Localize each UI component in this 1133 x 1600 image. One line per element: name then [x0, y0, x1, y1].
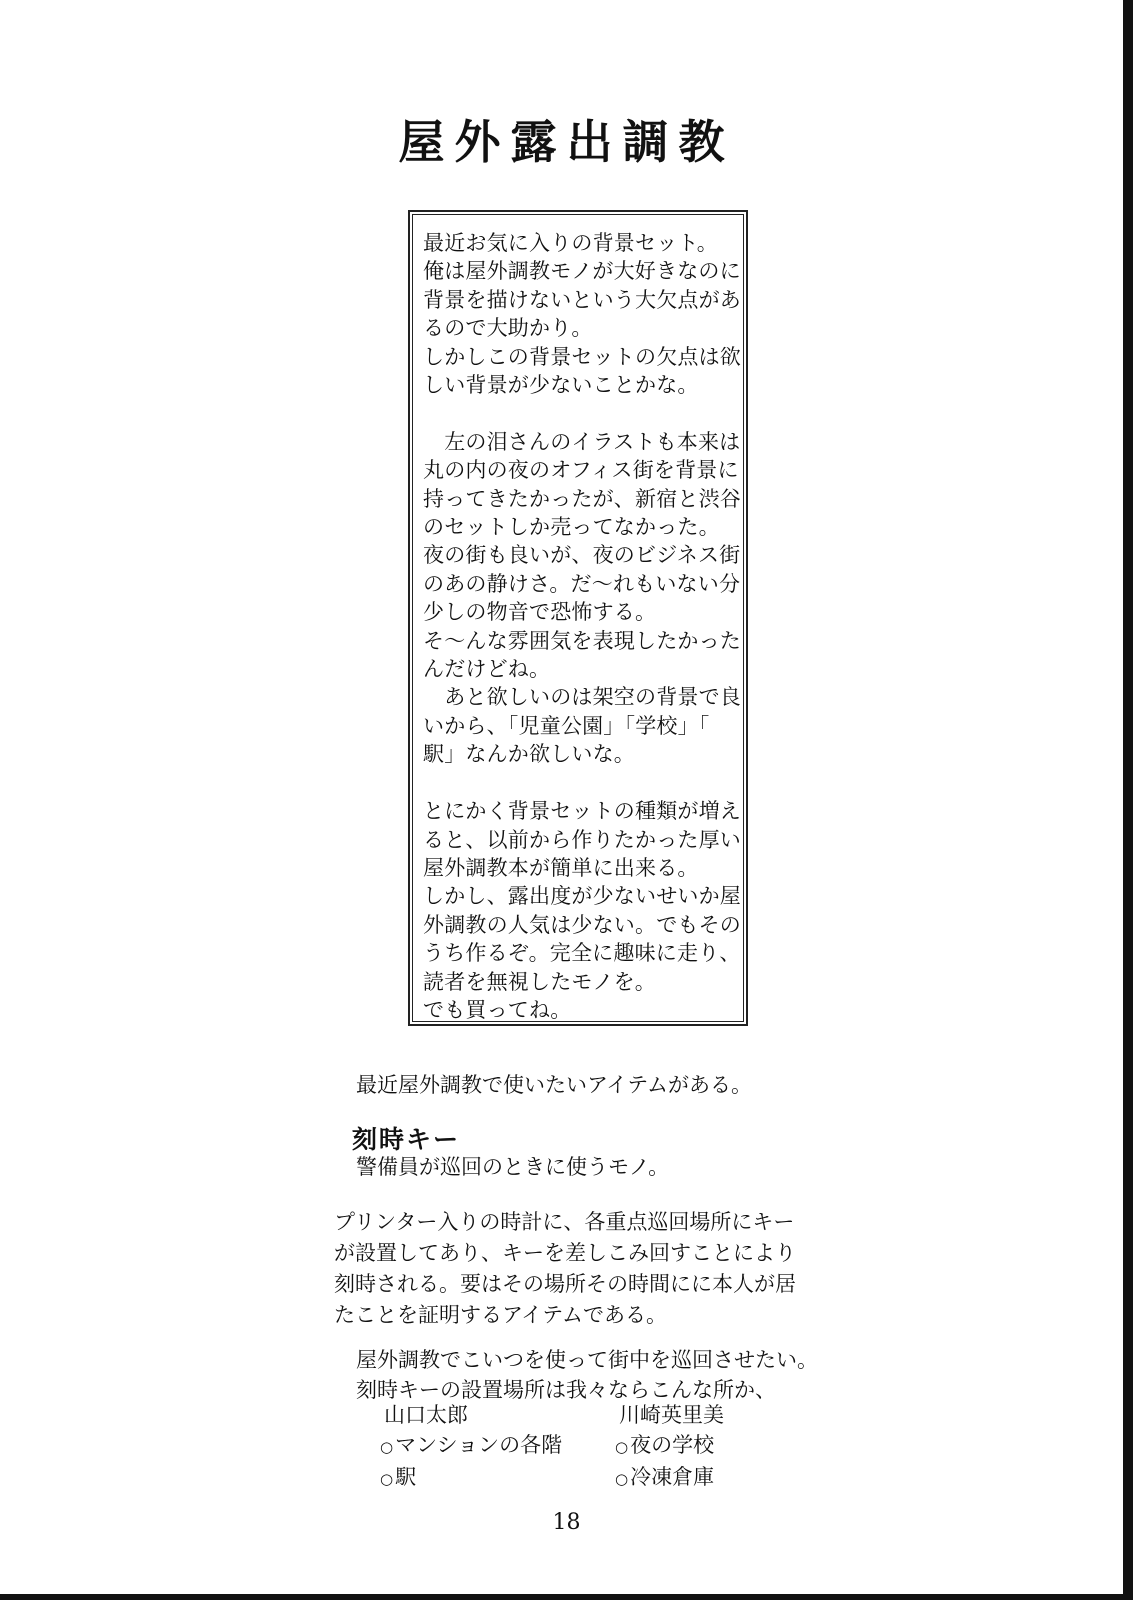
- note-line: 持ってきたかったが、新宿と渋谷: [423, 486, 741, 511]
- note-line: そ〜んな雰囲気を表現したかった: [423, 628, 741, 653]
- boxed-note: [408, 210, 748, 1026]
- note-line: 屋外調教本が簡単に出来る。: [423, 855, 699, 880]
- wish-line: 刻時キーの設置場所は我々ならこんな所か、: [356, 1378, 776, 1402]
- intro-line: 最近屋外調教で使いたいアイテムがある。: [356, 1073, 753, 1097]
- location-column-right: [615, 1400, 724, 1494]
- note-line: いから、「児童公園」「学校」「: [423, 713, 710, 738]
- person-name: 山口太郎: [384, 1403, 468, 1427]
- explanation-line: 刻時される。要はその場所その時間にに本人が居: [334, 1272, 796, 1296]
- note-line: 最近お気に入りの背景セット。: [423, 231, 718, 255]
- page-title: 屋外露出調教: [398, 115, 735, 169]
- circle-bullet-icon: ○: [615, 1438, 629, 1456]
- note-line: のセットしか売ってなかった。: [423, 515, 720, 540]
- page-number: 18: [552, 1510, 581, 1535]
- note-line: でも買ってね。: [423, 997, 572, 1022]
- note-line: んだけどね。: [423, 657, 551, 682]
- location-label: 夜の学校: [630, 1433, 715, 1457]
- circle-bullet-icon: ○: [380, 1438, 394, 1456]
- item-heading: 刻時キー: [352, 1125, 461, 1154]
- note-line: 読者を無視したモノを。: [423, 969, 656, 994]
- note-line: しい背景が少ないことかな。: [423, 373, 699, 398]
- note-line: 外調教の人気は少ない。でもその: [423, 912, 741, 937]
- explanation-line: プリンター入りの時計に、各重点巡回場所にキー: [334, 1210, 795, 1234]
- person-name: 川崎英里美: [619, 1403, 724, 1427]
- note-line: [423, 769, 737, 797]
- note-line: 駅」なんか欲しいな。: [423, 742, 635, 767]
- note-line: 少しの物音で恐怖する。: [423, 600, 657, 625]
- circle-bullet-icon: ○: [615, 1470, 629, 1488]
- item-description: 警備員が巡回のときに使うモノ。: [356, 1155, 670, 1179]
- note-line: のあの静けさ。だ〜れもいない分: [423, 571, 741, 596]
- note-line: 夜の街も良いが、夜のビジネス街: [423, 543, 741, 568]
- note-line: しかし、露出度が少ないせいか屋: [423, 884, 741, 909]
- location-item: [380, 1430, 562, 1462]
- note-line: うち作るぞ。完全に趣味に走り、: [423, 941, 741, 966]
- explanation-line: たことを証明するアイテムである。: [334, 1303, 668, 1327]
- boxed-note-body: [412, 214, 744, 1022]
- location-label: 冷凍倉庫: [630, 1465, 715, 1489]
- note-line: しかしこの背景セットの欠点は欲: [423, 344, 741, 369]
- note-line: るので大助かり。: [423, 316, 593, 341]
- note-line: [423, 399, 737, 427]
- note-line: ると、以前から作りたかった厚い: [423, 827, 741, 852]
- location-label: マンションの各階: [395, 1433, 563, 1457]
- explanation-line: が設置してあり、キーを差しこみ回すことにより: [334, 1241, 796, 1265]
- location-label: 駅: [395, 1465, 417, 1489]
- note-line: 背景を描けないという大欠点があ: [423, 287, 741, 312]
- note-line: 丸の内の夜のオフィス街を背景に: [423, 458, 739, 483]
- location-item: [615, 1462, 724, 1494]
- location-column-left: [380, 1400, 562, 1494]
- circle-bullet-icon: ○: [380, 1470, 394, 1488]
- note-line: 左の泪さんのイラストも本来は: [423, 429, 741, 454]
- note-line: あと欲しいのは架空の背景で良: [423, 685, 741, 710]
- wish-line: 屋外調教でこいつを使って街中を巡回させたい。: [356, 1348, 818, 1372]
- scan-edge-bottom: [0, 1594, 1133, 1600]
- wish-paragraph: [356, 1345, 818, 1405]
- location-item: [615, 1430, 724, 1462]
- note-line: とにかく背景セットの種類が増え: [423, 799, 741, 824]
- location-item: [380, 1462, 562, 1494]
- note-line: 俺は屋外調教モノが大好きなのに: [423, 259, 741, 284]
- scan-edge-right: [1123, 0, 1133, 1600]
- explanation-paragraph: [334, 1207, 796, 1331]
